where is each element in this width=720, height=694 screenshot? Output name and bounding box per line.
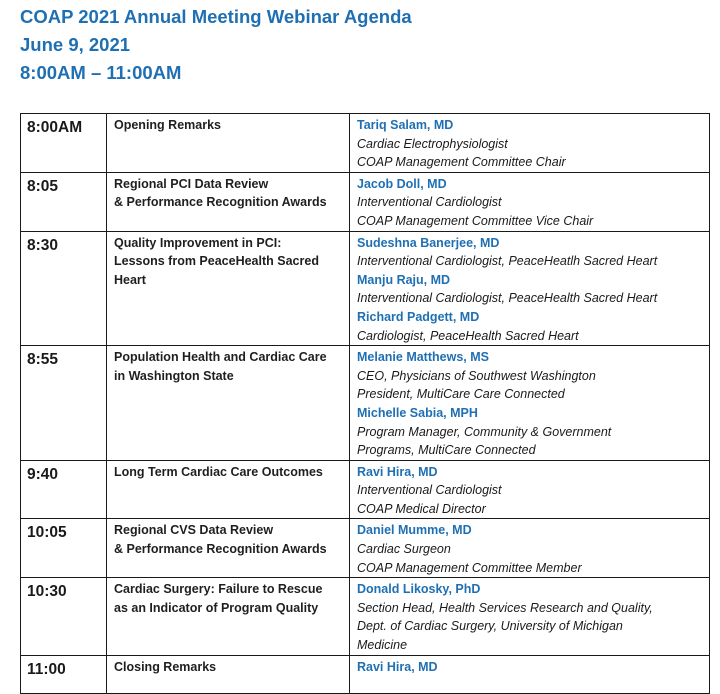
speaker-name: Richard Padgett, MD bbox=[357, 309, 480, 324]
session-topic bbox=[107, 460, 350, 519]
agenda-row bbox=[21, 114, 710, 173]
speaker-role: Dept. of Cardiac Surgery, University of Michigan bbox=[357, 619, 623, 634]
speaker-role: Program Manager, Community & Government bbox=[357, 424, 612, 439]
session-time: 8:30 bbox=[21, 231, 107, 346]
meeting-date: June 9, 2021 bbox=[20, 34, 131, 55]
speaker-name: Ravi Hira, MD bbox=[357, 464, 438, 479]
agenda-row bbox=[21, 519, 710, 578]
speaker-name: Melanie Matthews, MS bbox=[357, 350, 489, 365]
speaker-role: Section Head, Health Services Research and Quality, bbox=[357, 600, 653, 615]
session-speakers bbox=[350, 655, 710, 693]
page-title: COAP 2021 Annual Meeting Webinar Agenda bbox=[20, 6, 412, 27]
meeting-time-range: 8:00AM – 11:00AM bbox=[20, 62, 182, 83]
session-time: 10:30 bbox=[21, 578, 107, 655]
speaker-role: COAP Management Committee Member bbox=[357, 560, 582, 575]
session-topic-line: Population Health and Cardiac Care bbox=[114, 350, 327, 365]
session-topic-line: Regional CVS Data Review bbox=[114, 523, 274, 538]
speaker-role: CEO, Physicians of Southwest Washington bbox=[357, 368, 596, 383]
agenda-table bbox=[20, 113, 710, 694]
session-topic-line: & Performance Recognition Awards bbox=[114, 542, 327, 557]
session-speakers bbox=[350, 460, 710, 519]
session-topic bbox=[107, 346, 350, 461]
session-speakers bbox=[350, 578, 710, 655]
speaker-role: President, MultiCare Care Connected bbox=[357, 387, 565, 402]
session-time: 8:05 bbox=[21, 172, 107, 231]
speaker-name: Manju Raju, MD bbox=[357, 272, 451, 287]
speaker-role: Cardiac Surgeon bbox=[357, 542, 451, 557]
agenda-row bbox=[21, 578, 710, 655]
session-topic bbox=[107, 231, 350, 346]
speaker-name: Tariq Salam, MD bbox=[357, 118, 454, 132]
session-topic-line: Long Term Cardiac Care Outcomes bbox=[114, 464, 323, 479]
session-topic-line: in Washington State bbox=[114, 368, 234, 383]
agenda-row bbox=[21, 460, 710, 519]
speaker-role: Programs, MultiCare Connected bbox=[357, 443, 536, 458]
session-time: 9:40 bbox=[21, 460, 107, 519]
session-topic bbox=[107, 578, 350, 655]
agenda-row bbox=[21, 346, 710, 461]
session-topic-line: as an Indicator of Program Quality bbox=[114, 600, 319, 615]
agenda-body bbox=[21, 114, 710, 694]
session-speakers bbox=[350, 172, 710, 231]
agenda-row bbox=[21, 655, 710, 693]
session-topic bbox=[107, 655, 350, 693]
speaker-role: Interventional Cardiologist, PeaceHealth Sacred Heart bbox=[357, 291, 658, 306]
session-topic bbox=[107, 114, 350, 173]
speaker-role: Medicine bbox=[357, 638, 408, 653]
session-speakers bbox=[350, 346, 710, 461]
speaker-name: Donald Likosky, PhD bbox=[357, 582, 481, 597]
speaker-role: COAP Management Committee Chair bbox=[357, 155, 566, 170]
session-topic bbox=[107, 172, 350, 231]
session-topic-line: Opening Remarks bbox=[114, 118, 221, 132]
session-topic bbox=[107, 519, 350, 578]
session-speakers bbox=[350, 519, 710, 578]
session-time: 10:05 bbox=[21, 519, 107, 578]
agenda-header bbox=[20, 3, 412, 87]
agenda-row bbox=[21, 231, 710, 346]
session-time: 11:00 bbox=[21, 655, 107, 693]
speaker-role: Cardiologist, PeaceHealth Sacred Heart bbox=[357, 328, 579, 343]
session-time: 8:00AM bbox=[21, 114, 107, 173]
speaker-role: Interventional Cardiologist bbox=[357, 483, 502, 498]
speaker-role: Interventional Cardiologist bbox=[357, 195, 502, 210]
session-topic-line: & Performance Recognition Awards bbox=[114, 195, 327, 210]
session-topic-line: Heart bbox=[114, 272, 146, 287]
speaker-role: COAP Management Committee Vice Chair bbox=[357, 213, 594, 228]
speaker-role: COAP Medical Director bbox=[357, 501, 486, 516]
session-speakers bbox=[350, 231, 710, 346]
session-topic-line: Regional PCI Data Review bbox=[114, 176, 269, 191]
session-topic-line: Closing Remarks bbox=[114, 659, 217, 674]
speaker-name: Sudeshna Banerjee, MD bbox=[357, 235, 500, 250]
speaker-role: Interventional Cardiologist, PeaceHeatlh Sacred Heart bbox=[357, 254, 658, 269]
speaker-name: Michelle Sabia, MPH bbox=[357, 405, 478, 420]
speaker-name: Jacob Doll, MD bbox=[357, 176, 447, 191]
session-topic-line: Quality Improvement in PCI: bbox=[114, 235, 282, 250]
speaker-name: Daniel Mumme, MD bbox=[357, 523, 472, 538]
session-topic-line: Lessons from PeaceHealth Sacred bbox=[114, 254, 319, 269]
speaker-name: Ravi Hira, MD bbox=[357, 659, 438, 674]
speaker-role: Cardiac Electrophysiologist bbox=[357, 136, 508, 151]
agenda-row bbox=[21, 172, 710, 231]
session-speakers bbox=[350, 114, 710, 173]
session-topic-line: Cardiac Surgery: Failure to Rescue bbox=[114, 582, 323, 597]
session-time: 8:55 bbox=[21, 346, 107, 461]
